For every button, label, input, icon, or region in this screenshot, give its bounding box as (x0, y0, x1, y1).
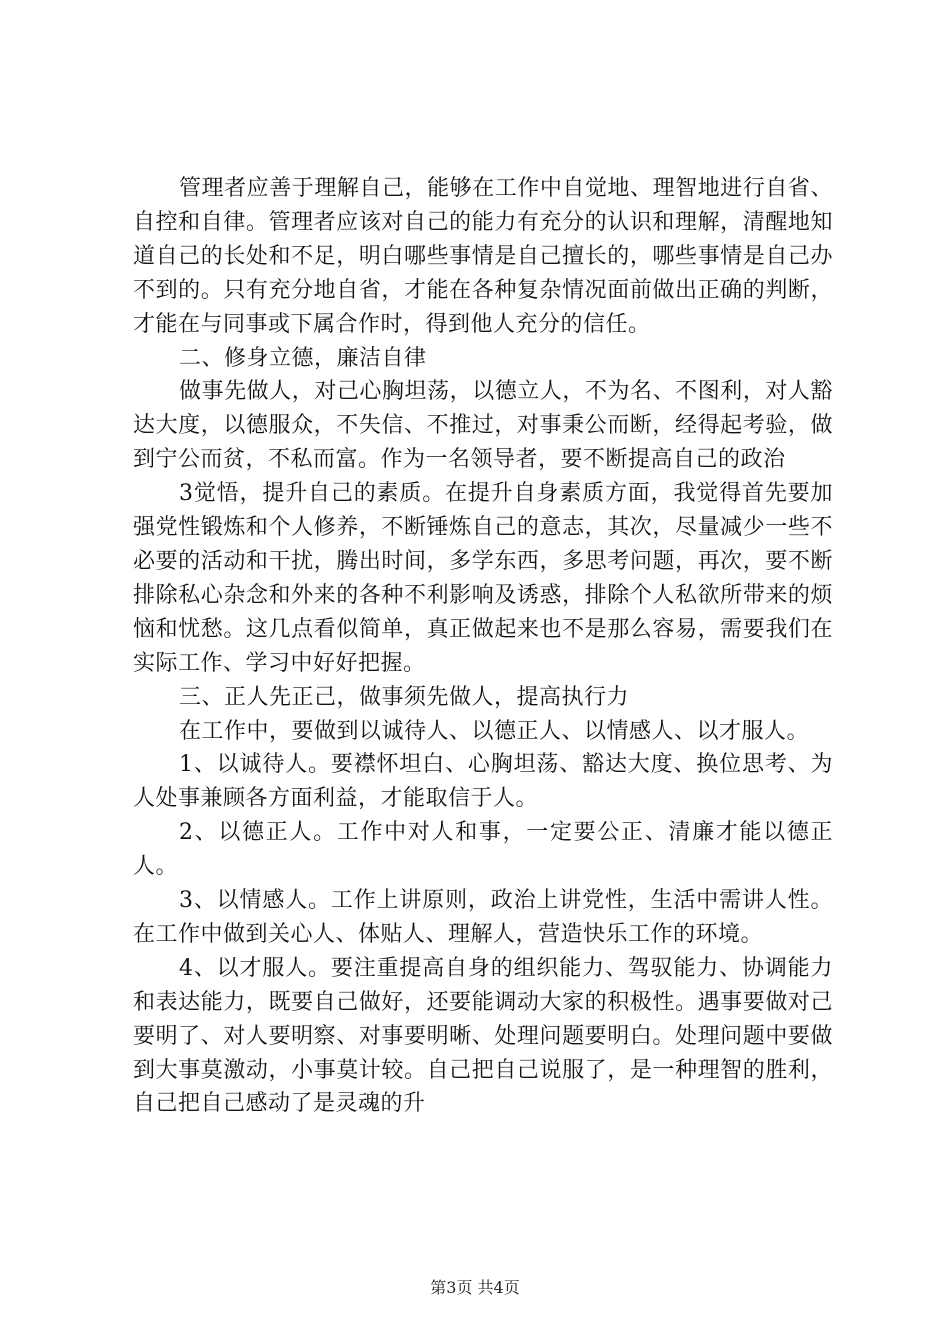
section-heading-2: 二、修身立德，廉洁自律 (179, 345, 427, 371)
paragraph-self-awareness: 管理者应善于理解自己，能够在工作中自觉地、理智地进行自省、自控和自律。管理者应该对自己的能力有充分的认识和理解，清醒地知道自己的长处和不足，明白哪些事情是自己擅长的，哪些事情是自己办不到的。只有充分地自省，才能在各种复杂情况面前做出正确的判断，才能在与同事或下属合作时，得到他人充分的信任。 (133, 176, 833, 337)
list-item-virtue: 2、以德正人。工作中对人和事，一定要公正、清廉才能以德正人。 (133, 820, 833, 880)
page-footer: 第3页 共4页 (430, 1278, 520, 1297)
list-item-emotion: 3、以情感人。工作上讲原则，政治上讲党性，生活中需讲人性。在工作中做到关心人、体贴人、理解人，营造快乐工作的环境。 (133, 888, 833, 947)
paragraph-awareness: 3觉悟，提升自己的素质。在提升自身素质方面，我觉得首先要加强党性锻炼和个人修养，不断锤炼自己的意志，其次，尽量减少一些不必要的活动和干扰，腾出时间，多学东西，多思考问题，再次，要不断排除私心杂念和外来的各种不利影响及诱惑，排除个人私欲所带来的烦恼和忧愁。这几点看似简单，真正做起来也不是那么容易，需要我们在实际工作、学习中好好把握。 (133, 481, 833, 676)
list-item-talent: 4、以才服人。要注重提高自身的组织能力、驾驭能力、协调能力和表达能力，既要自己做好，还要能调动大家的积极性。遇事要做对己要明了、对人要明察、对事要明晰、处理问题要明白。处理问题中要做到大事莫激动，小事莫计较。自己把自己说服了，是一种理智的胜利，自己把自己感动了是灵魂的升 (133, 955, 833, 1117)
section-heading-3: 三、正人先正己，做事须先做人，提高执行力 (179, 684, 630, 710)
list-item-sincerity: 1、以诚待人。要襟怀坦白、心胸坦荡、豁达大度、换位思考、为人处事兼顾各方面利益，才能取信于人。 (133, 752, 833, 812)
paragraph-integrity: 做事先做人，对己心胸坦荡，以德立人，不为名、不图利，对人豁达大度，以德服众，不失信、不推过，对事秉公而断，经得起考验，做到宁公而贫，不私而富。作为一名领导者，要不断提高自己的政治 (133, 379, 833, 473)
paragraph-work-principles: 在工作中，要做到以诚待人、以德正人、以情感人、以才服人。 (179, 718, 810, 744)
document-body (133, 172, 833, 1121)
